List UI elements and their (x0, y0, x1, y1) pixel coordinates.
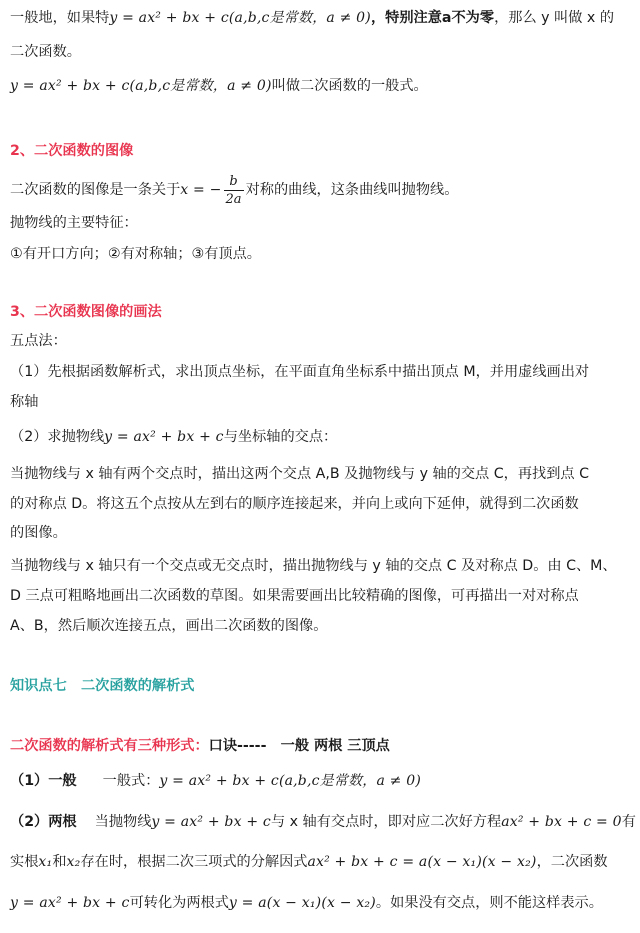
text-line: 当抛物线与 x 轴只有一个交点或无交点时，描出抛物线与 y 轴的交点 C 及对称点 D。由 C、M、 (10, 558, 617, 574)
text: 二次函数的图像是一条关于 (10, 182, 181, 198)
two-roots-line-3 (10, 893, 632, 913)
text: 与坐标轴的交点： (223, 429, 338, 445)
item-label: （1）一般 (10, 773, 77, 789)
text-line: ①有开口方向；②有对称轴；③有顶点。 (10, 246, 261, 262)
text-line (10, 427, 632, 447)
text: 一般式： (102, 773, 160, 789)
text: 。如果没有交点，则不能这样表示。 (375, 895, 603, 911)
text: ，二次函数 (536, 854, 608, 870)
mnemonic: 口诀----- 一般 两根 三顶点 (208, 738, 390, 754)
definition-line-2 (10, 42, 632, 62)
formula: ax² + bx + c = 0 (501, 814, 622, 830)
fraction-denominator: 2a (225, 191, 242, 207)
general-form-line (10, 76, 632, 96)
fraction-numerator: b (224, 173, 244, 191)
formula: y = a(x − x₁)(x − x₂) (228, 895, 376, 911)
formula: x₂ (66, 854, 81, 870)
text-line: 的图像。 (10, 525, 67, 541)
formula: x = − (180, 182, 222, 198)
section-heading: 2、二次函数的图像 (10, 143, 134, 159)
text: 和 (52, 854, 67, 870)
formula: y = ax² + bx + c(a,b,c是常数，a ≠ 0) (159, 773, 422, 789)
text-line: 的对称点 D。将这五个点按从左到右的顺序连接起来，并向上或向下延伸，就得到二次函数 (10, 496, 579, 512)
text-line: D 三点可粗略地画出二次函数的草图。如果需要画出比较精确的图像，可再描出一对对称点 (10, 588, 579, 604)
formula: y = ax² + bx + c (10, 895, 130, 911)
text: 叫做二次函数的一般式。 (271, 78, 428, 94)
text: ，那么 y 叫做 x 的 (494, 10, 615, 26)
text-line: （1）先根据函数解析式，求出顶点坐标，在平面直角坐标系中描出顶点 M，并用虚线画出对 (10, 364, 590, 380)
highlight-text: 二次函数的解析式有三种形式： (10, 738, 209, 754)
text: 当抛物线 (94, 814, 152, 830)
text: 有 (621, 814, 636, 830)
text: 与 x 轴有交点时，即对应二次好方程 (270, 814, 502, 830)
text: 对称的曲线，这条曲线叫抛物线。 (245, 182, 459, 198)
text: 实根 (10, 854, 39, 870)
formula: y = ax² + bx + c (104, 429, 224, 445)
text-line: 五点法： (10, 333, 67, 349)
emphasis-a: a (441, 10, 452, 26)
text-line: 抛物线的主要特征： (10, 215, 138, 231)
text-line: A、B，然后顺次连接五点，画出二次函数的图像。 (10, 618, 328, 634)
section-heading: 3、二次函数图像的画法 (10, 304, 162, 320)
item-label: （2）两根 (10, 814, 77, 830)
graph-line-1 (10, 170, 632, 210)
two-roots-line-2 (10, 852, 632, 872)
text: 可转化为两根式 (129, 895, 229, 911)
text-line: 称轴 (10, 394, 39, 410)
general-form-item (10, 771, 632, 791)
fraction (224, 173, 244, 208)
text: 一般地，如果特 (10, 10, 110, 26)
formula: ax² + bx + c = a(x − x₁)(x − x₂) (307, 854, 537, 870)
definition-line-1 (10, 8, 632, 28)
two-roots-item (10, 812, 636, 832)
emphasis: ，特别注意 (370, 10, 442, 26)
text: 二次函数。 (10, 44, 81, 60)
text: （2）求抛物线 (10, 429, 105, 445)
intro-line (10, 736, 632, 756)
formula: y = ax² + bx + c(a,b,c是常数，a ≠ 0) (109, 10, 371, 26)
formula: x₁ (38, 854, 53, 870)
knowledge-heading: 知识点七 二次函数的解析式 (10, 678, 195, 694)
emphasis-nonzero: 不为零 (451, 10, 495, 26)
formula: y = ax² + bx + c (151, 814, 271, 830)
formula: y = ax² + bx + c(a,b,c是常数，a ≠ 0) (10, 78, 272, 94)
text: 存在时，根据二次三项式的分解因式 (80, 854, 308, 870)
text-line: 当抛物线与 x 轴有两个交点时，描出这两个交点 A,B 及抛物线与 y 轴的交点 C，再找到点 C (10, 466, 590, 482)
